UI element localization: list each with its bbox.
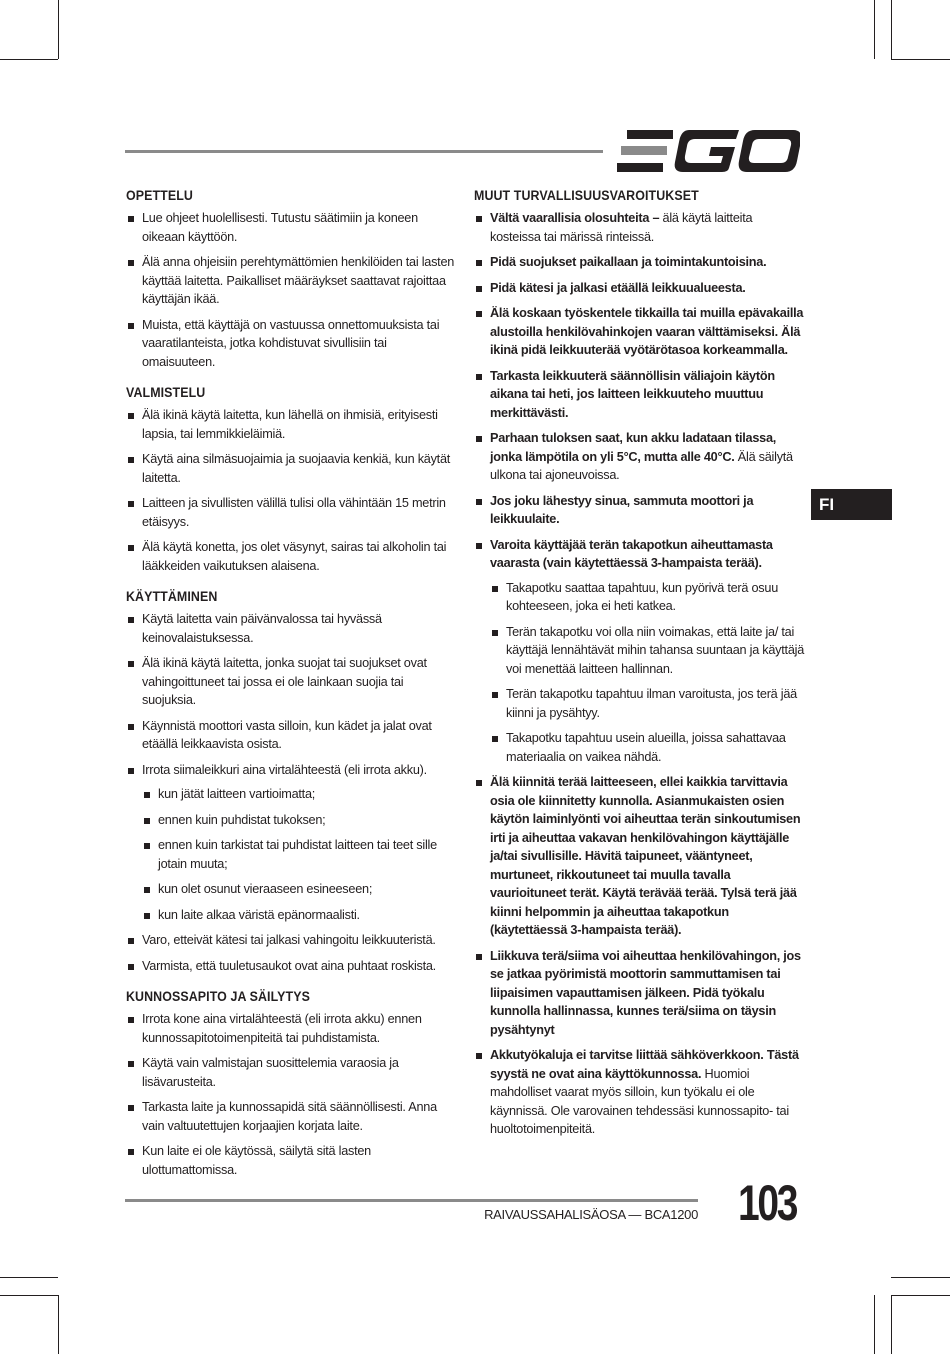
item-text: Takapotku tapahtuu usein alueilla, joissa sahattavaa materiaalia on vaikea nähdä. xyxy=(506,731,786,764)
section-heading: OPETTELU xyxy=(126,188,193,203)
item-text: Varo, etteivät kätesi tai jalkasi vahingoitu leikkuuteristä. xyxy=(142,933,436,947)
item-text: kun laite alkaa väristä epänormaalisti. xyxy=(158,907,360,922)
left-column xyxy=(126,188,458,1193)
item-text: Älä ikinä käytä laitetta, kun lähellä on ihmisiä, erityisesti lapsia, tai lemmikkieläimiä. xyxy=(142,408,438,441)
list-item xyxy=(126,654,458,710)
sub-list-item xyxy=(490,623,806,679)
list-item xyxy=(126,1054,458,1091)
list-item xyxy=(474,209,806,246)
bold-text: Liikkuva terä/siima voi aiheuttaa henkilövahingon, jos se jatkaa pyörimistä moottorin sammuttamisen tai liipaisimen vapauttamisen jälkeen. Pidä työkalu kunnolla hallinnassa, kunnes terä/siima on täysin pysähtynyt xyxy=(490,948,801,1037)
bold-text: Parhaan tuloksen saat, kun akku ladataan tilassa, jonka lämpötila on yli 5°C, mutta alle 40°C. xyxy=(490,431,777,464)
item-text: älä käytä laitteita kosteissa tai märissä rinteissä. xyxy=(490,211,753,244)
item-text: Käytä vain valmistajan suosittelemia varaosia ja lisävarusteita. xyxy=(142,1056,399,1089)
list-item xyxy=(126,931,458,950)
list-item xyxy=(126,538,458,575)
sub-list-item xyxy=(142,785,458,804)
bold-text: Älä kiinnitä terää laitteeseen, ellei kaikkia tarvittavia osia ole kiinnitetty kunnolla. Asianmukaisten osien käytön laiminlyönti voi aiheuttaa terän sinkoutumisen irti ja aiheuttaa vakavan henkilövahingon käyttäjälle ja/tai sivullisille. Hävitä taipuneet, vääntyneet, murtuneet, rikkoutuneet tai muulla tavalla vaurioituneet terät. Käytä terävää terää. Tylsä terä jää kiinni helpommin ja aiheuttaa takapotkun (käytettäessä 3-hampaista terää). xyxy=(490,775,801,937)
sub-list-item xyxy=(142,836,458,873)
list-item xyxy=(126,494,458,531)
item-text: Lue ohjeet huolellisesti. Tutustu säätimiin ja koneen oikeaan käyttöön. xyxy=(142,211,418,244)
logo-shape xyxy=(627,130,673,139)
crop-mark xyxy=(891,1295,950,1296)
bullet-list xyxy=(474,209,806,1139)
crop-mark xyxy=(0,1295,58,1296)
crop-mark xyxy=(0,1277,58,1278)
item-text: Kun laite ei ole käytössä, säilytä sitä lasten ulottumattomissa. xyxy=(142,1144,371,1177)
list-item xyxy=(126,1142,458,1179)
list-item xyxy=(126,316,458,372)
logo-shape xyxy=(621,146,667,155)
list-item xyxy=(126,1098,458,1135)
crop-mark xyxy=(874,1295,875,1354)
section-heading: KUNNOSSAPITO JA SÄILYTYS xyxy=(126,989,310,1004)
logo-shape xyxy=(617,163,663,172)
list-item xyxy=(126,406,458,443)
list-item xyxy=(474,253,806,272)
item-text: Käynnistä moottori vasta silloin, kun kädet ja jalat ovat etäällä leikkaavista osista. xyxy=(142,718,432,751)
item-text: Huomioi mahdolliset vaarat myös silloin, kun työkalu ei ole käynnissä. Ole varovainen tehdessäsi kunnossapito- tai huoltotoimenpiteitä. xyxy=(490,1066,789,1136)
item-text: Varmista, että tuuletusaukot ovat aina puhtaat roskista. xyxy=(142,958,436,973)
crop-mark xyxy=(891,59,950,60)
list-item xyxy=(474,492,806,529)
sub-list-item xyxy=(142,906,458,925)
list-item xyxy=(126,957,458,976)
bold-text: Pidä kätesi ja jalkasi etäällä leikkuualueesta. xyxy=(490,280,746,295)
list-item xyxy=(474,1046,806,1139)
right-column xyxy=(474,188,806,1153)
crop-mark xyxy=(891,0,892,59)
page-number: 103 xyxy=(738,1175,797,1231)
list-item xyxy=(474,947,806,1040)
crop-mark xyxy=(58,0,59,59)
list-item xyxy=(474,279,806,298)
list-item xyxy=(126,761,458,925)
bold-text: Akkutyökaluja ei tarvitse liittää sähköverkkoon. Tästä syystä ne ovat aina käyttökunnossa. xyxy=(490,1048,799,1081)
item-text: Älä säilytä ulkona tai ajoneuvoissa. xyxy=(490,449,793,482)
list-item xyxy=(474,536,806,767)
item-text: Älä käytä konetta, jos olet väsynyt, sairas tai alkoholin tai lääkkeiden vaikutuksen alaisena. xyxy=(142,540,447,573)
footer-product-name: RAIVAUSSAHALISÄOSA — BCA1200 xyxy=(484,1207,698,1222)
footer-rule xyxy=(125,1199,698,1202)
bold-text: Varoita käyttäjää terän takapotkun aiheuttamasta vaarasta (vain käytettäessä 3-hampaista terää). xyxy=(490,537,773,570)
crop-mark xyxy=(891,1295,892,1354)
bold-text: Vältä vaarallisia olosuhteita – xyxy=(490,211,660,225)
item-text: Käytä aina silmäsuojaimia ja suojaavia kenkiä, kun käytät laitetta. xyxy=(142,452,451,485)
crop-mark xyxy=(0,59,58,60)
sub-list-item xyxy=(490,579,806,616)
section-heading: MUUT TURVALLISUUSVAROITUKSET xyxy=(474,188,699,203)
sub-list-item xyxy=(490,685,806,722)
crop-mark xyxy=(874,0,875,59)
item-text: Käytä laitetta vain päivänvalossa tai hyvässä keinovalaistuksessa. xyxy=(142,612,382,645)
item-text: Irrota siimaleikkuri aina virtalähteestä (eli irrota akku). xyxy=(142,762,427,777)
section-heading: KÄYTTÄMINEN xyxy=(126,589,218,604)
item-text: Laitteen ja sivullisten välillä tulisi olla vähintään 15 metrin etäisyys. xyxy=(142,496,446,529)
sub-list xyxy=(490,579,806,767)
bullet-list xyxy=(126,610,458,975)
list-item xyxy=(474,773,806,940)
item-text: ennen kuin puhdistat tukoksen; xyxy=(158,812,326,827)
header-rule xyxy=(125,150,603,153)
bold-text: Jos joku lähestyy sinua, sammuta moottori ja leikkuulaite. xyxy=(490,493,754,526)
item-text: Älä ikinä käytä laitetta, jonka suojat tai suojukset ovat vahingoittuneet tai jossa ei ole lainkaan suojia tai suojuksia. xyxy=(142,656,427,707)
list-item xyxy=(474,429,806,485)
bullet-list xyxy=(126,406,458,575)
ego-logo xyxy=(617,130,800,172)
list-item xyxy=(126,1010,458,1047)
section-heading: VALMISTELU xyxy=(126,385,206,400)
logo-shape xyxy=(739,130,800,172)
list-item xyxy=(474,367,806,423)
item-text: kun olet osunut vieraaseen esineeseen; xyxy=(158,882,373,896)
list-item xyxy=(126,717,458,754)
crop-mark xyxy=(891,1277,950,1278)
list-item xyxy=(126,450,458,487)
bullet-list xyxy=(126,209,458,371)
sub-list-item xyxy=(142,880,458,899)
language-tab: FI xyxy=(811,489,892,520)
item-text: kun jätät laitteen vartioimatta; xyxy=(158,787,316,801)
item-text: Irrota kone aina virtalähteestä (eli irrota akku) ennen kunnossapitotoimenpiteitä tai puhdistamista. xyxy=(142,1012,422,1045)
sub-list-item xyxy=(142,811,458,830)
bullet-list xyxy=(126,1010,458,1179)
bold-text: Tarkasta leikkuuterä säännöllisin väliajoin käytön aikana tai heti, jos laitteen leikkuuteho muuttuu merkittävästi. xyxy=(490,368,775,420)
bold-text: Älä koskaan työskentele tikkailla tai muilla epävakailla alustoilla henkilövahinkojen vaaran välttämiseksi. Älä ikinä pidä leikkuuterää vyötärötasoa korkeammalla. xyxy=(490,306,804,357)
crop-mark xyxy=(58,1295,59,1354)
item-text: Muista, että käyttäjä on vastuussa onnettomuuksista tai vaaratilanteista, jotka kohdistuvat sivullisiin tai omaisuuteen. xyxy=(142,317,440,369)
item-text: Terän takapotku voi olla niin voimakas, että laite ja/ tai käyttäjä lennähtävät mihin tahansa suuntaan ja käyttäjä voi menettää laitteen hallinnan. xyxy=(506,624,805,676)
list-item xyxy=(126,253,458,309)
item-text: Terän takapotku tapahtuu ilman varoitusta, jos terä jää kiinni ja pysähtyy. xyxy=(506,687,797,720)
list-item xyxy=(126,209,458,246)
item-text: ennen kuin tarkistat tai puhdistat laitteen tai teet sille jotain muuta; xyxy=(158,838,437,871)
sub-list xyxy=(142,785,458,924)
list-item xyxy=(474,304,806,360)
bold-text: Pidä suojukset paikallaan ja toimintakuntoisina. xyxy=(490,255,767,269)
item-text: Tarkasta laite ja kunnossapidä sitä säännöllisesti. Anna vain valtuutettujen korjaajien korjata laite. xyxy=(142,1100,437,1133)
item-text: Takapotku saattaa tapahtuu, kun pyörivä terä osuu kohteeseen, joka ei heti katkea. xyxy=(506,580,778,613)
list-item xyxy=(126,610,458,647)
sub-list-item xyxy=(490,729,806,766)
item-text: Älä anna ohjeisiin perehtymättömien henkilöiden tai lasten käyttää laitetta. Paikalliset määräykset saattavat rajoittaa käyttäjän ikää. xyxy=(142,255,455,306)
logo-shape xyxy=(675,130,739,172)
